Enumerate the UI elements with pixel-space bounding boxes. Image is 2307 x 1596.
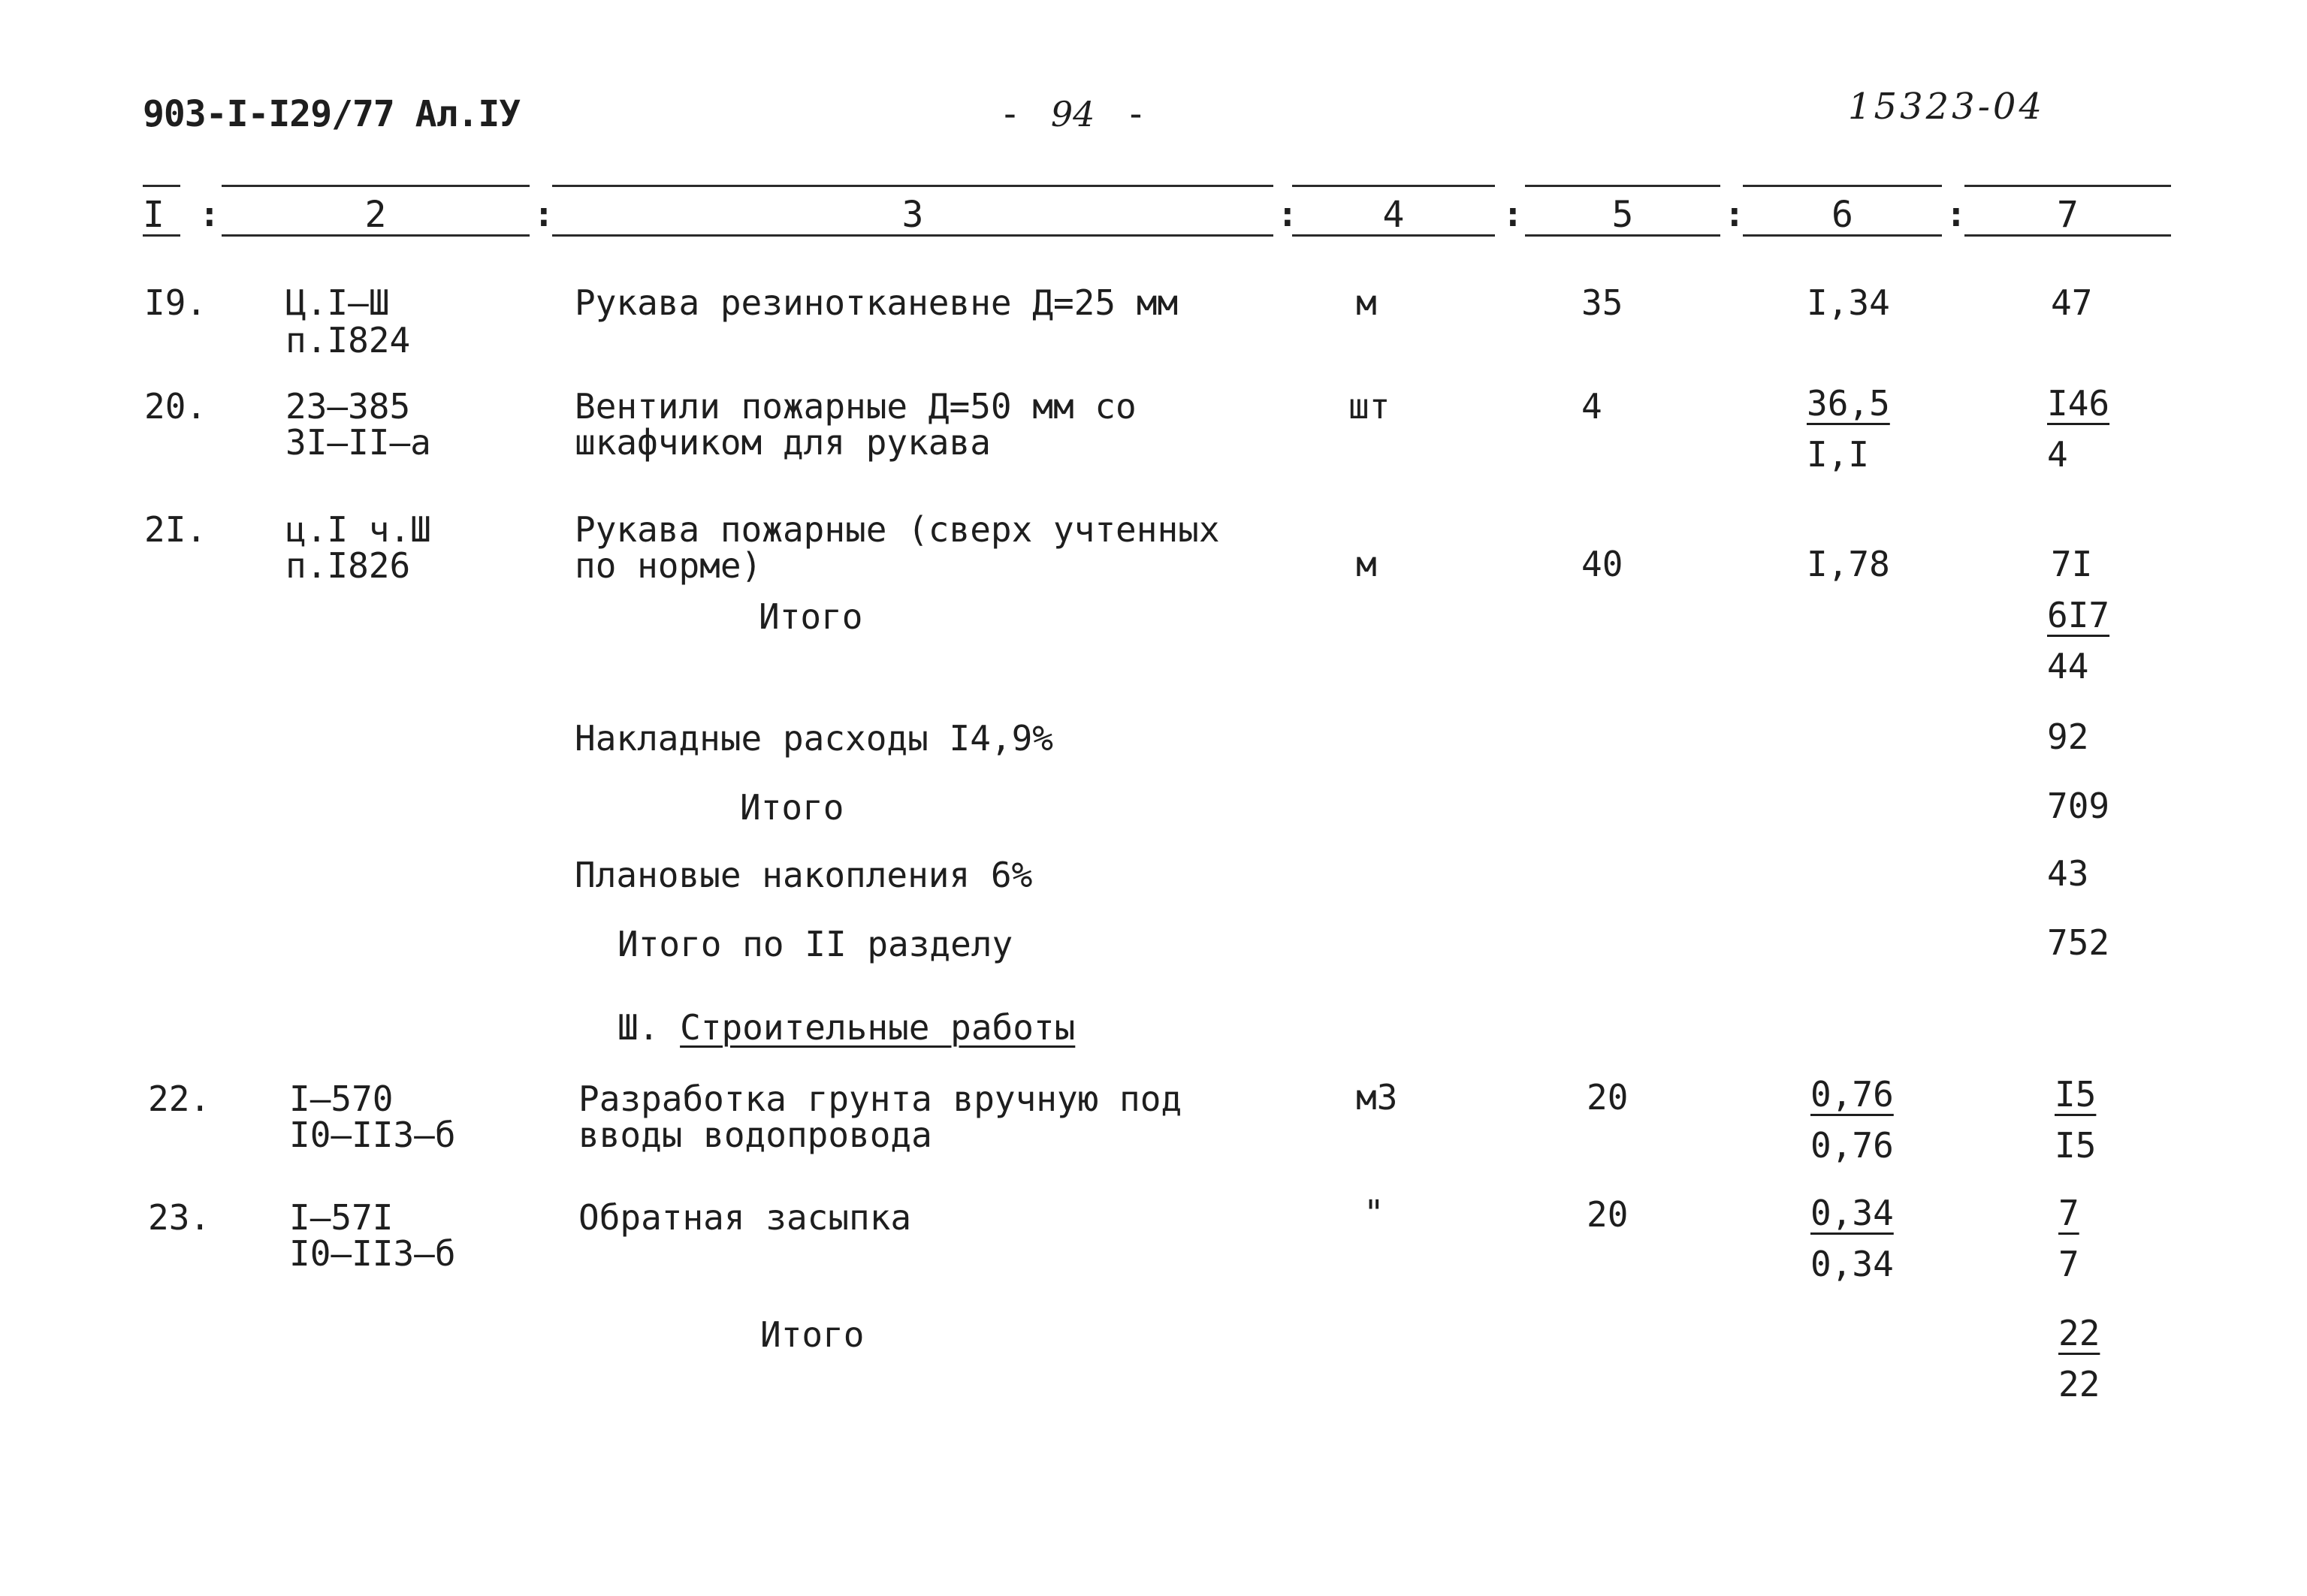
row-price: I,34 xyxy=(1807,282,1890,323)
column-separator: : xyxy=(1277,194,1298,234)
column-number-2: 2 xyxy=(364,194,387,236)
section-3-title: Строительные работы xyxy=(680,1007,1076,1048)
row-description-line1: Вентили пожарные Д=50 мм со xyxy=(575,386,1137,427)
column-number-7: 7 xyxy=(2057,194,2079,236)
row-description-line2: по норме) xyxy=(575,545,762,586)
inventory-stamp: 15323-04 xyxy=(1848,86,2045,128)
header-top-rule-c2 xyxy=(222,185,530,187)
column-separator: : xyxy=(533,194,554,234)
row-total-bottom: 7 xyxy=(2058,1244,2079,1284)
header-top-rule-c3 xyxy=(552,185,1273,187)
row-total-fraction xyxy=(2058,1193,2079,1284)
row-total-fraction xyxy=(2055,1074,2097,1166)
row-total-top: I46 xyxy=(2047,383,2110,424)
row-total-bottom: I5 xyxy=(2055,1125,2097,1166)
subtotal-label: Итого xyxy=(759,596,863,637)
subtotal-bottom: 44 xyxy=(2047,646,2089,686)
row-unit: м xyxy=(1356,544,1377,584)
row-code-line1: ц.I ч.Ш xyxy=(285,509,431,550)
page-number xyxy=(999,93,1147,135)
document-code: 903-I-I29/77 Ал.IУ xyxy=(143,93,521,135)
page-dash-left: - xyxy=(999,93,1021,135)
row-unit: " xyxy=(1363,1193,1385,1233)
row-price-fraction xyxy=(1810,1193,1894,1284)
column-separator: : xyxy=(1946,194,1967,234)
row-total-bottom: 4 xyxy=(2047,434,2068,475)
column-number-6: 6 xyxy=(1831,194,1853,236)
row-price-top: 36,5 xyxy=(1807,383,1890,424)
row-price-top: 0,34 xyxy=(1810,1193,1894,1233)
subtotal-fraction xyxy=(2047,595,2110,686)
header-top-rule-c5 xyxy=(1525,185,1720,187)
overhead-label: Накладные расходы I4,9% xyxy=(575,718,1053,759)
subtotal-2-label: Итого xyxy=(740,787,844,828)
row-price-bottom: 0,34 xyxy=(1810,1244,1894,1284)
subtotal-top: 6I7 xyxy=(2047,595,2110,635)
subtotal-3-label: Итого xyxy=(760,1314,865,1355)
row-total: 7I xyxy=(2051,544,2093,584)
header-top-rule-c1 xyxy=(143,185,180,187)
row-unit: шт xyxy=(1348,386,1391,427)
page-dash-right: - xyxy=(1125,93,1147,135)
row-description: Рукава резинотканевне Д=25 мм xyxy=(575,282,1179,323)
row-price: I,78 xyxy=(1807,544,1890,584)
row-number: 22. xyxy=(148,1079,211,1119)
column-number-4: 4 xyxy=(1382,194,1405,236)
row-code-line2: I0–II3–б xyxy=(289,1115,456,1155)
section-2-total-value: 752 xyxy=(2047,922,2110,963)
subtotal-3-bottom: 22 xyxy=(2058,1364,2100,1404)
row-description-line2: шкафчиком для рукава xyxy=(575,422,991,463)
row-total-fraction xyxy=(2047,383,2110,475)
page-number-value: 94 xyxy=(1050,94,1095,134)
row-number: 2I. xyxy=(144,509,207,550)
row-quantity: 35 xyxy=(1581,282,1623,323)
row-description: Обратная засыпка xyxy=(578,1197,912,1238)
row-price-bottom: I,I xyxy=(1807,434,1870,475)
row-price-top: 0,76 xyxy=(1810,1074,1894,1115)
planned-value: 43 xyxy=(2047,853,2089,894)
column-separator: : xyxy=(1502,194,1523,234)
header-top-rule-c6 xyxy=(1743,185,1942,187)
row-code-line1: 23–385 xyxy=(285,386,411,427)
header-top-rule-c7 xyxy=(1964,185,2171,187)
row-code-line1: Ц.I–Ш xyxy=(285,282,390,323)
row-code-line1: I–57I xyxy=(289,1197,394,1238)
row-total-top: 7 xyxy=(2058,1193,2079,1233)
row-code-line2: I0–II3–б xyxy=(289,1233,456,1274)
row-quantity: 20 xyxy=(1587,1194,1629,1235)
column-separator: : xyxy=(199,194,220,234)
section-3-number: Ш. xyxy=(618,1007,660,1048)
row-price-fraction xyxy=(1810,1074,1894,1166)
row-number: 20. xyxy=(144,386,207,427)
section-3-heading xyxy=(618,1007,1076,1048)
row-number: I9. xyxy=(144,282,207,323)
row-price-bottom: 0,76 xyxy=(1810,1125,1894,1166)
row-code-line1: I–570 xyxy=(289,1079,394,1119)
overhead-value: 92 xyxy=(2047,717,2089,757)
row-unit: м3 xyxy=(1356,1077,1398,1118)
row-code-line2: 3I–II–а xyxy=(285,422,431,463)
planned-label: Плановые накопления 6% xyxy=(575,855,1033,895)
column-number-3: 3 xyxy=(901,194,924,236)
row-code-line2: п.I826 xyxy=(285,545,411,586)
row-total-top: I5 xyxy=(2055,1074,2097,1115)
row-quantity: 40 xyxy=(1581,544,1623,584)
row-price-fraction xyxy=(1807,383,1890,475)
column-number-5: 5 xyxy=(1611,194,1634,236)
row-description-line2: вводы водопровода xyxy=(578,1115,932,1155)
row-number: 23. xyxy=(148,1197,211,1238)
header-top-rule-c4 xyxy=(1292,185,1495,187)
subtotal-3-top: 22 xyxy=(2058,1313,2100,1353)
row-description-line1: Разработка грунта вручную под xyxy=(578,1079,1182,1119)
row-unit: м xyxy=(1356,282,1377,323)
row-quantity: 4 xyxy=(1581,386,1602,427)
row-description-line1: Рукава пожарные (сверх учтенных xyxy=(575,509,1220,550)
column-separator: : xyxy=(1724,194,1745,234)
section-2-total-label: Итого по II разделу xyxy=(618,924,1013,964)
row-total: 47 xyxy=(2051,282,2093,323)
subtotal-2-value: 709 xyxy=(2047,786,2110,826)
row-quantity: 20 xyxy=(1587,1077,1629,1118)
column-number-1: I xyxy=(143,194,165,236)
row-code-line2: п.I824 xyxy=(285,320,411,361)
subtotal-3-fraction xyxy=(2058,1313,2100,1404)
